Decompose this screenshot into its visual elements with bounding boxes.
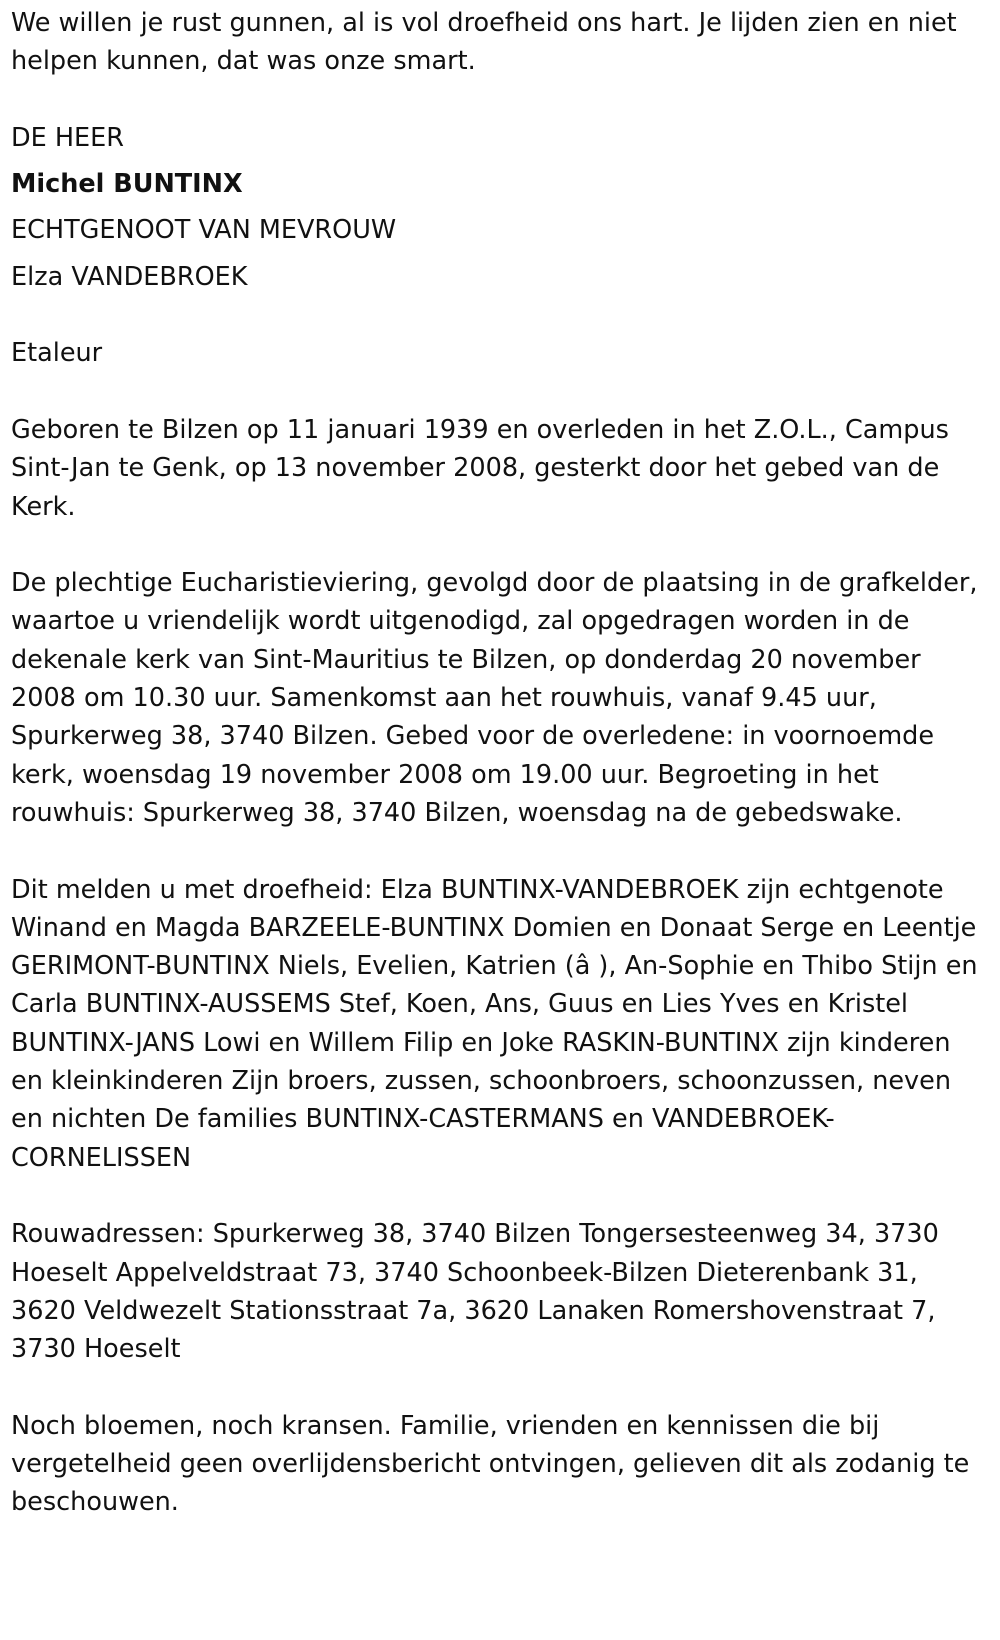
family-announcement: Dit melden u met droefheid: Elza BUNTINX-VANDEBROEK zijn echtgenote Winand en Magda BARZEELE-BUNTINX Domien en Donaat Serge en Leentje GERIMONT-BUNTINX Niels, Evelien, Katrien (â ), An-Sophie en Thibo Stijn en Carla BUNTINX-AUSSEMS Stef, Koen, Ans, Guus en Lies Yves en Kristel BUNTINX-JANS Lowi en Willem Filip en Joke RASKIN-BUNTINX zijn kinderen en kleinkinderen Zijn broers, zussen, schoonbroers, schoonzussen, neven en nichten De families BUNTINX-CASTERMANS en VANDEBROEK-CORNELISSEN: [11, 874, 978, 1173]
closing-note: Noch bloemen, noch kransen. Familie, vrienden en kennissen die bij vergetelheid geen overlijdensbericht ontvingen, gelieven dit als zodanig te beschouwen.: [11, 1410, 970, 1518]
deceased-name: Michel BUNTINX: [11, 169, 243, 200]
nickname: Etaleur: [11, 338, 103, 369]
deceased-title: DE HEER: [11, 122, 124, 153]
mourning-addresses: Rouwadressen: Spurkerweg 38, 3740 Bilzen Tongersesteenweg 34, 3730 Hoeselt Appelveldstraat 73, 3740 Schoonbeek-Bilzen Dieterenbank 31, 3620 Veldwezelt Stationsstraat 7a, 3620 Lanaken Romershovenstraat 7, 3730 Hoeselt: [11, 1219, 939, 1365]
spouse-name: Elza VANDEBROEK: [11, 261, 248, 292]
birth-death-info: Geboren te Bilzen op 11 januari 1939 en overleden in het Z.O.L., Campus Sint-Jan te Genk, op 13 november 2008, gesterkt door het gebed van de Kerk.: [11, 414, 949, 522]
ceremony-info: De plechtige Eucharistieviering, gevolgd door de plaatsing in de grafkelder, waartoe u vriendelijk wordt uitgenodigd, zal opgedragen worden in de dekenale kerk van Sint-Mauritius te Bilzen, op donderdag 20 november 2008 om 10.30 uur. Samenkomst aan het rouwhuis, vanaf 9.45 uur, Spurkerweg 38, 3740 Bilzen. Gebed voor de overledene: in voornoemde kerk, woensdag 19 november 2008 om 19.00 uur. Begroeting in het rouwhuis: Spurkerweg 38, 3740 Bilzen, woensdag na de gebedswake.: [11, 568, 978, 828]
deceased-block: [11, 119, 989, 296]
opening-verse: We willen je rust gunnen, al is vol droefheid ons hart. Je lijden zien en niet helpen kunnen, dat was onze smart.: [11, 8, 957, 77]
spouse-relation: ECHTGENOOT VAN MEVROUW: [11, 215, 397, 246]
